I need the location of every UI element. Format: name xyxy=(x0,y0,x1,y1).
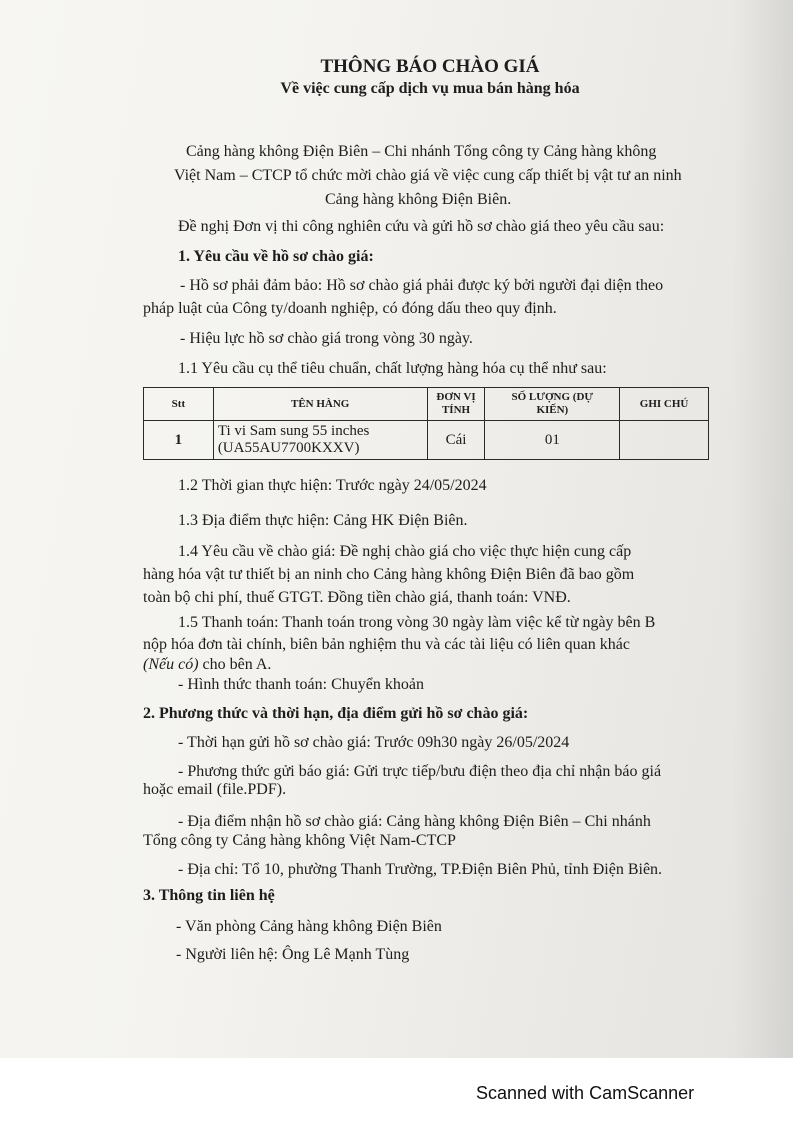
s1-4-line-1: 1.4 Yêu cầu về chào giá: Đề nghị chào giá cho việc thực hiện cung cấp xyxy=(178,543,632,560)
section-3-heading: 3. Thông tin liên hệ xyxy=(143,887,275,904)
header-name: TÊN HÀNG xyxy=(213,388,427,421)
scanner-watermark: Scanned with CamScanner xyxy=(476,1083,695,1103)
header-stt: Stt xyxy=(144,388,214,421)
s2-place-line-2: Tổng công ty Cảng hàng không Việt Nam-CTCP xyxy=(143,832,456,849)
s2-deadline: - Thời hạn gửi hồ sơ chào giá: Trước 09h30 ngày 26/05/2024 xyxy=(178,734,570,751)
s1-5-line-3-rest: cho bên A. xyxy=(198,656,272,673)
s1-4-line-2: hàng hóa vật tư thiết bị an ninh cho Cảng hàng không Điện Biên đã bao gồm xyxy=(143,566,635,583)
section-2-heading: 2. Phương thức và thời hạn, địa điểm gửi hồ sơ chào giá: xyxy=(143,705,529,722)
s1-bullet-1-line-1: - Hồ sơ phải đảm bảo: Hồ sơ chào giá phải được ký bởi người đại diện theo xyxy=(180,277,664,294)
table-header-row xyxy=(144,388,709,421)
s1-4-line-3: toàn bộ chi phí, thuế GTGT. Đồng tiền chào giá, thanh toán: VNĐ. xyxy=(143,589,571,606)
s1-5-line-1: 1.5 Thanh toán: Thanh toán trong vòng 30 ngày làm việc kể từ ngày bên B xyxy=(178,614,656,631)
cell-quantity: 01 xyxy=(485,421,620,460)
s1-5-line-3 xyxy=(143,656,271,674)
s2-method-line-1: - Phương thức gửi báo giá: Gửi trực tiếp/bưu điện theo địa chỉ nhận báo giá xyxy=(178,763,662,780)
document-title: THÔNG BÁO CHÀO GIÁ xyxy=(320,56,540,77)
s1-3-place: 1.3 Địa điểm thực hiện: Cảng HK Điện Biên. xyxy=(178,512,468,529)
s1-5-line-2: nộp hóa đơn tài chính, biên bản nghiệm thu và các tài liệu có liên quan khác xyxy=(143,636,630,653)
intro-line-2: Việt Nam – CTCP tổ chức mời chào giá về việc cung cấp thiết bị vật tư an ninh xyxy=(174,167,682,184)
s1-5-payment-method: - Hình thức thanh toán: Chuyển khoản xyxy=(178,676,424,693)
intro-line-1: Cảng hàng không Điện Biên – Chi nhánh Tổng công ty Cảng hàng không xyxy=(186,143,657,160)
cell-unit: Cái xyxy=(427,421,485,460)
header-unit: ĐƠN VỊ TÍNH xyxy=(427,388,485,421)
s3-contact-person: - Người liên hệ: Ông Lê Mạnh Tùng xyxy=(176,946,410,963)
s3-office: - Văn phòng Cảng hàng không Điện Biên xyxy=(176,918,442,935)
request-line: Đề nghị Đơn vị thi công nghiên cứu và gửi hồ sơ chào giá theo yêu cầu sau: xyxy=(178,218,665,235)
s1-1-heading: 1.1 Yêu cầu cụ thể tiêu chuẩn, chất lượng hàng hóa cụ thể như sau: xyxy=(178,360,607,377)
s1-2-time: 1.2 Thời gian thực hiện: Trước ngày 24/05/2024 xyxy=(178,477,487,494)
page-shadow xyxy=(733,0,793,1058)
s2-address: - Địa chỉ: Tổ 10, phường Thanh Trường, TP.Điện Biên Phủ, tỉnh Điện Biên. xyxy=(178,861,663,878)
table-row xyxy=(144,421,709,460)
header-note: GHI CHÚ xyxy=(620,388,709,421)
s2-method-line-2: hoặc email (file.PDF). xyxy=(143,781,287,798)
header-quantity: SỐ LƯỢNG (DỰ KIẾN) xyxy=(485,388,620,421)
cell-name: Ti vi Sam sung 55 inches (UA55AU7700KXXV) xyxy=(213,421,427,460)
goods-table xyxy=(143,387,709,460)
cell-note xyxy=(620,421,709,460)
document-subtitle: Về việc cung cấp dịch vụ mua bán hàng hóa xyxy=(280,80,580,97)
s1-bullet-2: - Hiệu lực hồ sơ chào giá trong vòng 30 ngày. xyxy=(180,330,473,347)
s2-place-line-1: - Địa điểm nhận hồ sơ chào giá: Cảng hàng không Điện Biên – Chi nhánh xyxy=(178,813,651,830)
s1-bullet-1-line-2: pháp luật của Công ty/doanh nghiệp, có đóng dấu theo quy định. xyxy=(143,300,557,317)
section-1-heading: 1. Yêu cầu về hồ sơ chào giá: xyxy=(178,248,374,265)
s1-5-if-any: (Nếu có) xyxy=(143,656,199,673)
cell-stt: 1 xyxy=(144,421,214,460)
intro-line-3: Cảng hàng không Điện Biên. xyxy=(325,191,512,208)
